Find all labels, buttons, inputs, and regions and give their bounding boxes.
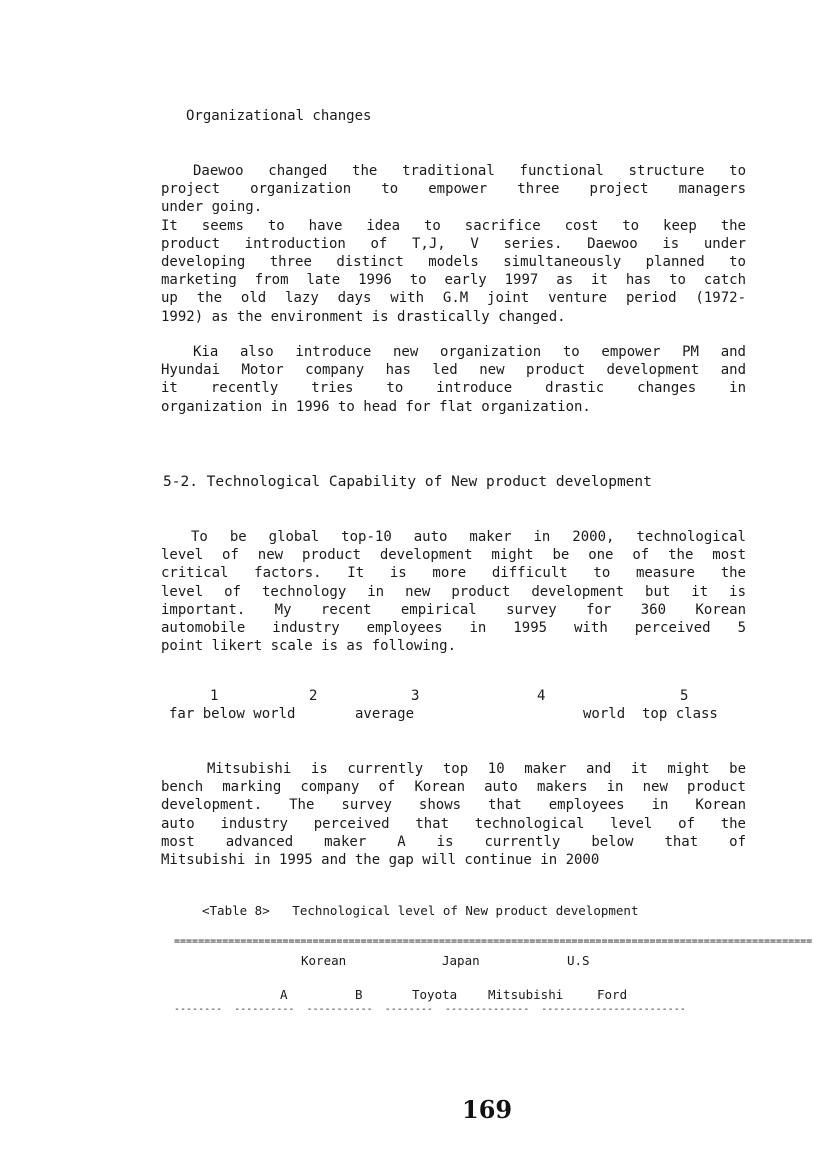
text-line: Kia also introduce new organization to empower PM and	[193, 344, 746, 360]
table-col-a: A	[280, 987, 288, 1002]
text-line: critical factors. It is more difficult to measure the	[161, 565, 746, 582]
text-line: marketing from late 1996 to early 1997 as it has to catch	[161, 272, 746, 289]
table-col-mitsubishi: Mitsubishi	[488, 987, 564, 1002]
paragraph-daewoo	[161, 162, 746, 326]
scale-number-1: 1	[210, 688, 219, 704]
text-line: automobile industry employees in 1995 with perceived 5	[161, 619, 746, 636]
section-title-organizational-changes: Organizational changes	[186, 108, 372, 124]
text-line: it recently tries to introduce drastic changes in	[161, 380, 746, 397]
table-col-b: B	[355, 987, 363, 1002]
table-group-japan: Japan	[442, 953, 480, 968]
paragraph-technology	[161, 528, 746, 655]
scale-label-far-below: far below world	[169, 706, 296, 722]
text-line: level of new product development might be one of the most	[161, 547, 746, 564]
table-col-toyota: Toyota	[412, 987, 458, 1002]
table-header-rule: -------- ---------- ----------- -------- -------------- ------------------------	[174, 1004, 686, 1015]
scale-label-top-class: world top class	[583, 706, 718, 722]
text-line: auto industry perceived that technological level of the	[161, 815, 746, 832]
page-number: 169	[462, 1095, 513, 1124]
paragraph-mitsubishi	[161, 760, 746, 869]
text-line: development. The survey shows that employees in Korean	[161, 797, 746, 814]
text-line: product introduction of T,J, V series. Daewoo is under	[161, 235, 746, 252]
text-line: Daewoo changed the traditional functional structure to	[193, 163, 746, 179]
text-line: To be global top-10 auto maker in 2000, technological	[191, 529, 746, 545]
section-heading-5-2: 5-2. Technological Capability of New product development	[163, 474, 652, 490]
text-line: project organization to empower three project managers	[161, 181, 746, 198]
text-line: It seems to have idea to sacrifice cost to keep the	[161, 217, 746, 234]
table-top-rule: ==========================================================================================================	[174, 936, 813, 947]
text-line: level of technology in new product development but it is	[161, 583, 746, 600]
table-group-korean: Korean	[301, 953, 347, 968]
text-line: organization in 1996 to head for flat organization.	[161, 398, 591, 415]
table-group-us: U.S	[567, 953, 590, 968]
scale-number-3: 3	[411, 688, 420, 704]
text-line: Mitsubishi is currently top 10 maker and it might be	[207, 761, 746, 777]
text-line: Mitsubishi in 1995 and the gap will continue in 2000	[161, 851, 600, 868]
scale-label-average: average	[355, 706, 415, 722]
text-line: up the old lazy days with G.M joint venture period (1972-	[161, 290, 746, 307]
paragraph-kia	[161, 343, 746, 416]
text-line: Hyundai Motor company has led new product development and	[161, 362, 746, 379]
text-line: bench marking company of Korean auto makers in new product	[161, 779, 746, 796]
text-line: most advanced maker A is currently below that of	[161, 833, 746, 850]
text-line: under going.	[161, 199, 263, 216]
table-col-ford: Ford	[597, 987, 628, 1002]
text-line: developing three distinct models simultaneously planned to	[161, 253, 746, 270]
scale-number-2: 2	[309, 688, 318, 704]
scale-number-5: 5	[680, 688, 689, 704]
text-line: point likert scale is as following.	[161, 638, 457, 655]
text-line: important. My recent empirical survey for 360 Korean	[161, 601, 746, 618]
table-caption: <Table 8> Technological level of New product development	[202, 903, 639, 918]
scale-number-4: 4	[537, 688, 546, 704]
text-line: 1992) as the environment is drastically changed.	[161, 308, 566, 325]
